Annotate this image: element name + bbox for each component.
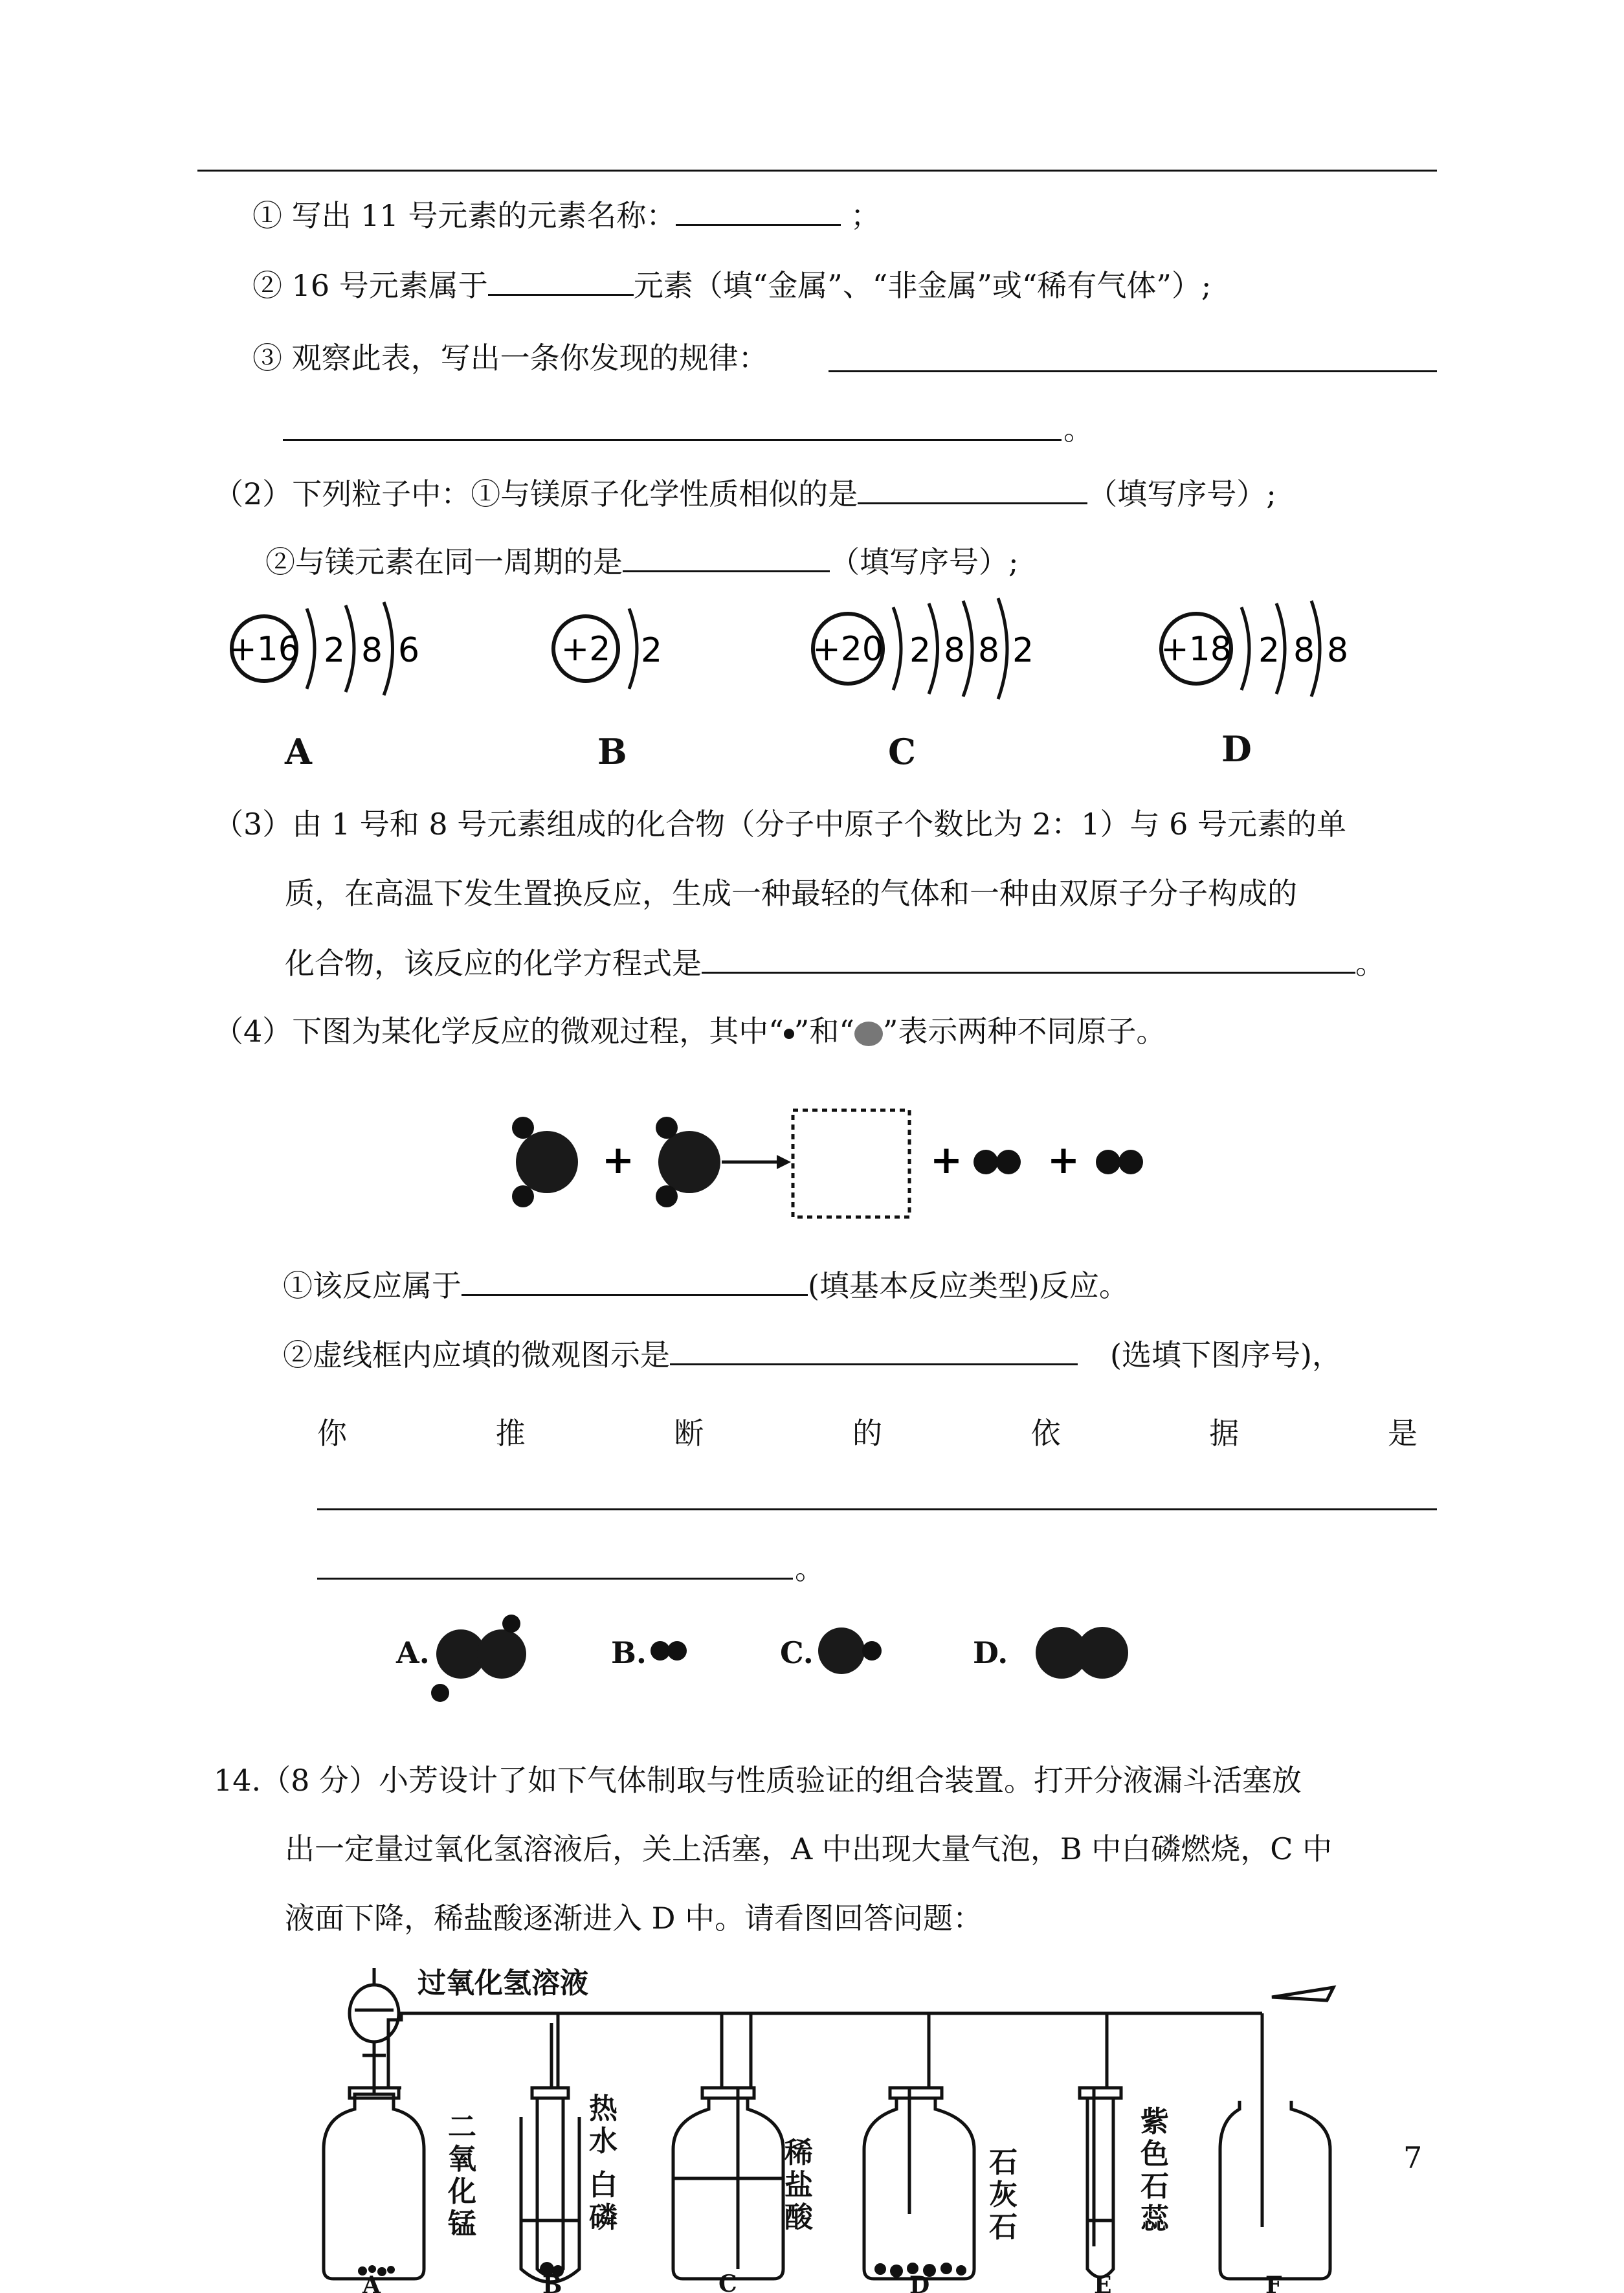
- label-c-char: 酸: [784, 2201, 813, 2234]
- particle-a-label: A: [285, 731, 312, 772]
- label-a-char: 锰: [448, 2208, 476, 2241]
- plus-sign: +: [1047, 1137, 1080, 1183]
- large-atom: [477, 1629, 526, 1679]
- q2-line2-post: （填写序号）;: [830, 544, 1019, 579]
- shell-count: 2: [1258, 631, 1280, 670]
- q1-item1-end: ；: [851, 198, 881, 233]
- molecule-product-2: [1096, 1150, 1143, 1174]
- particle-d: [1161, 601, 1348, 697]
- q4-sub2: [283, 1337, 1342, 1372]
- shell-count: 8: [1293, 631, 1315, 670]
- small-atom: [667, 1641, 687, 1661]
- letter-d: D: [909, 2272, 930, 2293]
- large-atom: [1076, 1627, 1128, 1679]
- label-d-char: 石: [989, 2211, 1018, 2244]
- molecule-product-1: [973, 1150, 1021, 1174]
- small-atom: [1118, 1150, 1143, 1174]
- shell-count: 8: [978, 631, 1000, 670]
- q4-sub1: [283, 1268, 1129, 1303]
- option-b-label: B.: [611, 1635, 647, 1670]
- small-atom: [431, 1684, 449, 1702]
- letter-c: C: [718, 2270, 737, 2293]
- q4-sub1-pre: ①该反应属于: [283, 1268, 462, 1303]
- plus-sign: +: [601, 1137, 635, 1183]
- bottle-c: [673, 2098, 783, 2279]
- word: 依: [1030, 1416, 1061, 1451]
- small-atom: [512, 1185, 534, 1207]
- bottle-d: [864, 2098, 974, 2279]
- label-e-char: 紫: [1140, 2105, 1169, 2138]
- option-figures: [0, 1605, 1624, 1722]
- option-d-figure: [1036, 1627, 1128, 1679]
- answer-blank[interactable]: [702, 971, 1355, 974]
- answer-blank[interactable]: [670, 1363, 1078, 1365]
- letter-e: E: [1094, 2272, 1112, 2293]
- shell-count: 8: [1327, 631, 1349, 670]
- option-a-label: A.: [396, 1635, 430, 1670]
- letter-f: F: [1265, 2272, 1282, 2293]
- letter-b: B: [542, 2272, 562, 2293]
- small-atom: [656, 1117, 678, 1139]
- shell-arc: [998, 598, 1007, 699]
- test-tube-b: [537, 2098, 563, 2276]
- label-a-char: 化: [448, 2175, 476, 2208]
- small-atom: [996, 1150, 1021, 1174]
- letter-a: A: [362, 2272, 381, 2293]
- shell-count: 8: [944, 631, 966, 670]
- shell-count: 2: [909, 631, 931, 670]
- separatory-funnel: [350, 1985, 399, 2042]
- label-a-char: 氧: [448, 2143, 476, 2176]
- large-atom: [658, 1131, 720, 1193]
- q4-intro: [214, 1014, 1166, 1049]
- q1-item1-text: ① 写出 11 号元素的元素名称：: [252, 198, 676, 233]
- page-number: 7: [1403, 2140, 1423, 2175]
- shell-arc: [384, 602, 393, 695]
- atom-diagrams: [0, 0, 1624, 842]
- q14-line1: 14.（8 分）小芳设计了如下气体制取与性质验证的组合装置。打开分液漏斗活塞放: [214, 1763, 1302, 1798]
- particle-c: [812, 598, 1034, 699]
- small-atom: [973, 1150, 998, 1174]
- word: 推: [495, 1416, 526, 1451]
- q4-sub2-post: (选填下图序号)，: [1110, 1337, 1342, 1372]
- test-tube-e: [1087, 2098, 1113, 2277]
- option-c-label: C.: [780, 1635, 814, 1670]
- q3-line3-end: 。: [1355, 946, 1385, 981]
- q4-justification-line: [317, 1410, 1418, 1453]
- q1-item2-post: 元素（填“金属”、“非金属”或“稀有气体”）;: [633, 268, 1212, 303]
- answer-blank[interactable]: [317, 1578, 793, 1580]
- particle-b: [553, 609, 662, 689]
- shell-arc: [1241, 607, 1249, 690]
- option-c-figure: [818, 1627, 882, 1674]
- q4-intro-post: ”表示两种不同原子。: [882, 1014, 1166, 1049]
- word: 是: [1387, 1416, 1418, 1451]
- stopper-b: [532, 2088, 568, 2098]
- nucleus-label: +18: [1161, 630, 1232, 669]
- apparatus-diagram: [0, 1942, 1624, 2293]
- answer-blank[interactable]: [462, 1293, 808, 1296]
- option-b-figure: [651, 1641, 687, 1661]
- label-e-char: 色: [1140, 2138, 1169, 2171]
- shell-count: 2: [641, 631, 663, 670]
- q4-sub1-post: (填基本反应类型)反应。: [808, 1268, 1129, 1303]
- molecule-reactant-1: [512, 1117, 578, 1207]
- nucleus-label: +20: [812, 630, 884, 669]
- particle-c-label: C: [888, 731, 916, 772]
- q3-line3: [285, 946, 1385, 981]
- small-atom: [651, 1641, 670, 1661]
- option-a-figure: [431, 1615, 526, 1702]
- label-d-char: 石: [989, 2146, 1018, 2179]
- label-e-char: 石: [1140, 2170, 1169, 2203]
- particle-a: [228, 602, 419, 695]
- word: 据: [1209, 1416, 1240, 1451]
- label-b-char: 磷: [589, 2201, 617, 2234]
- arrow-head: [777, 1155, 791, 1169]
- glass-plate: [1272, 1987, 1333, 2000]
- q2-line1-post: （填写序号）;: [1087, 476, 1276, 511]
- q14-line3: 液面下降，稀盐酸逐渐进入 D 中。请看图回答问题：: [285, 1901, 983, 1936]
- large-atom-icon: [854, 1022, 883, 1046]
- label-d-char: 灰: [989, 2178, 1018, 2211]
- shell-count: 2: [1012, 631, 1034, 670]
- label-b-char: 热: [589, 2092, 617, 2125]
- label-e-char: 蕊: [1140, 2202, 1169, 2235]
- shell-arc: [307, 609, 315, 689]
- nucleus-label: +16: [228, 630, 300, 669]
- q3-line2: 质，在高温下发生置换反应，生成一种最轻的气体和一种由双原子分子构成的: [285, 876, 1297, 911]
- q1-item3-end: 。: [1063, 412, 1093, 447]
- q2-line1-pre: （2）下列粒子中：①与镁原子化学性质相似的是: [214, 476, 858, 511]
- label-c-char: 稀: [784, 2136, 813, 2169]
- particle-d-label: D: [1221, 728, 1252, 770]
- small-atom: [1096, 1150, 1120, 1174]
- q2-line2-pre: ②与镁元素在同一周期的是: [265, 544, 623, 579]
- beaker-b: [521, 2117, 579, 2282]
- small-atom: [656, 1185, 678, 1207]
- word: 断: [674, 1416, 704, 1451]
- shell-arc: [893, 607, 901, 690]
- q4-intro-pre: （4）下图为某化学反应的微观过程，其中“: [214, 1014, 784, 1049]
- shell-count: 2: [324, 631, 346, 670]
- stopper-e: [1080, 2088, 1121, 2098]
- shell-arc: [629, 609, 637, 689]
- nucleus-label: +2: [561, 630, 611, 669]
- flask-a: [324, 2094, 424, 2279]
- small-atom: [512, 1117, 534, 1139]
- funnel-label: 过氧化氢溶液: [417, 1967, 588, 2000]
- particle-b-label: B: [597, 731, 627, 772]
- bottle-f: [1220, 2101, 1330, 2279]
- large-atom: [516, 1131, 578, 1193]
- q14-line2: 出一定量过氧化氢溶液后，关上活塞，A 中出现大量气泡，B 中白磷燃烧，C 中: [285, 1831, 1333, 1866]
- word: 你: [317, 1416, 347, 1451]
- label-b-char: 白: [589, 2169, 617, 2202]
- stopper-c: [702, 2088, 754, 2098]
- shell-arc: [346, 605, 354, 692]
- word: 的: [852, 1416, 882, 1451]
- label-b-char: 水: [589, 2125, 617, 2158]
- large-atom: [818, 1627, 865, 1674]
- q3-line1: （3）由 1 号和 8 号元素组成的化合物（分子中原子个数比为 2：1）与 6 号元素的单: [214, 807, 1346, 842]
- shell-count: 8: [361, 631, 383, 670]
- answer-blank[interactable]: [317, 1508, 1437, 1510]
- tube-a-b: [388, 2013, 958, 2088]
- shell-count: 6: [398, 631, 420, 670]
- molecule-reactant-2: [656, 1117, 720, 1207]
- dashed-answer-box[interactable]: [793, 1110, 909, 1217]
- option-d-label: D.: [973, 1635, 1008, 1670]
- small-atom-icon: [784, 1029, 794, 1039]
- label-a-char: 二: [448, 2110, 476, 2143]
- q3-line3-pre: 化合物，该反应的化学方程式是: [285, 946, 702, 981]
- q1-item3-text: ③ 观察此表，写出一条你发现的规律：: [252, 341, 768, 375]
- q4-intro-mid: ”和“: [794, 1014, 854, 1049]
- reaction-diagram: [0, 1075, 1624, 1243]
- q4-end: 。: [795, 1551, 825, 1586]
- stopper-d: [890, 2088, 942, 2098]
- small-atom: [502, 1615, 520, 1633]
- small-atom: [862, 1641, 882, 1661]
- plus-sign: +: [929, 1137, 963, 1183]
- q1-item2-pre: ② 16 号元素属于: [252, 268, 488, 303]
- label-c-char: 盐: [784, 2169, 813, 2202]
- q4-sub2-pre: ②虚线框内应填的微观图示是: [283, 1337, 670, 1372]
